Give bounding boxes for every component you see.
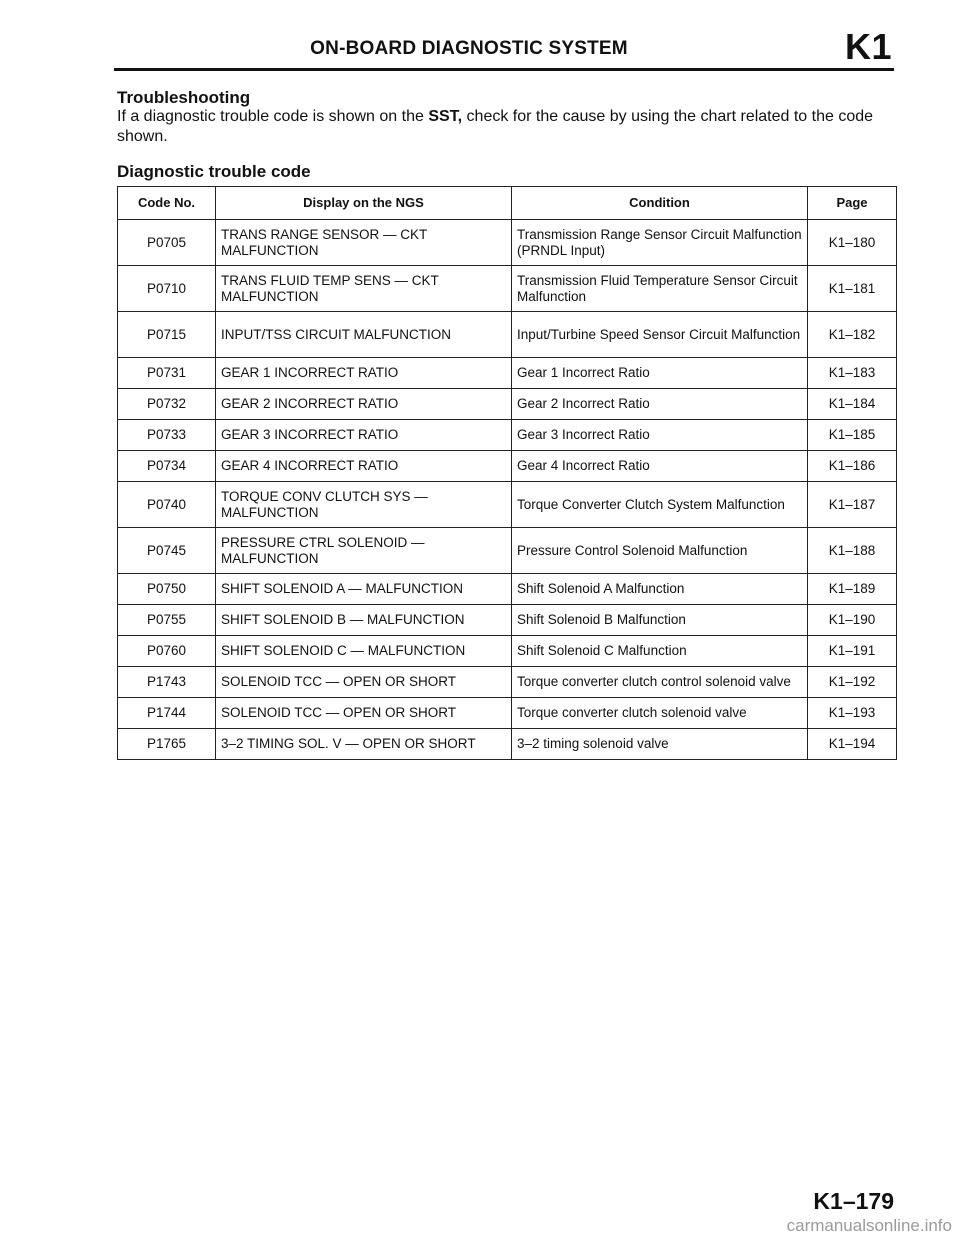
cell-condition: Gear 4 Incorrect Ratio <box>512 451 808 482</box>
cell-condition: Pressure Control Solenoid Malfunction <box>512 528 808 574</box>
cell-display: 3–2 TIMING SOL. V — OPEN OR SHORT <box>216 729 512 760</box>
cell-condition: Shift Solenoid B Malfunction <box>512 605 808 636</box>
table-row <box>118 574 897 605</box>
table-row <box>118 667 897 698</box>
cell-code: P0760 <box>118 636 216 667</box>
troubleshooting-heading: Troubleshooting <box>117 88 251 107</box>
cell-condition: Torque Converter Clutch System Malfunction <box>512 482 808 528</box>
cell-page: K1–185 <box>808 420 897 451</box>
cell-condition: 3–2 timing solenoid valve <box>512 729 808 760</box>
table-row <box>118 528 897 574</box>
cell-display: SOLENOID TCC — OPEN OR SHORT <box>216 667 512 698</box>
troubleshooting-text <box>117 107 897 147</box>
cell-display: TRANS RANGE SENSOR — CKT MALFUNCTION <box>216 220 512 266</box>
cell-page: K1–190 <box>808 605 897 636</box>
table-row <box>118 729 897 760</box>
table-row <box>118 605 897 636</box>
table-row <box>118 389 897 420</box>
cell-code: P0740 <box>118 482 216 528</box>
cell-code: P0732 <box>118 389 216 420</box>
cell-condition: Input/Turbine Speed Sensor Circuit Malfunction <box>512 312 808 358</box>
cell-display: GEAR 1 INCORRECT RATIO <box>216 358 512 389</box>
cell-page: K1–187 <box>808 482 897 528</box>
cell-page: K1–183 <box>808 358 897 389</box>
table-row <box>118 482 897 528</box>
cell-display: GEAR 3 INCORRECT RATIO <box>216 420 512 451</box>
cell-page: K1–193 <box>808 698 897 729</box>
cell-page: K1–184 <box>808 389 897 420</box>
cell-page: K1–189 <box>808 574 897 605</box>
table-header-row <box>118 187 897 220</box>
cell-display: SHIFT SOLENOID C — MALFUNCTION <box>216 636 512 667</box>
page-title: ON-BOARD DIAGNOSTIC SYSTEM <box>310 38 628 59</box>
cell-code: P0734 <box>118 451 216 482</box>
cell-code: P0750 <box>118 574 216 605</box>
intro-text-after: check for the cause by using the chart related to the code shown. <box>117 108 874 145</box>
cell-condition: Transmission Fluid Temperature Sensor Circuit Malfunction <box>512 266 808 312</box>
cell-code: P0755 <box>118 605 216 636</box>
cell-code: P1743 <box>118 667 216 698</box>
cell-page: K1–182 <box>808 312 897 358</box>
table-row <box>118 636 897 667</box>
cell-condition: Torque converter clutch control solenoid valve <box>512 667 808 698</box>
column-header-code: Code No. <box>118 187 216 220</box>
cell-page: K1–188 <box>808 528 897 574</box>
cell-display: SHIFT SOLENOID A — MALFUNCTION <box>216 574 512 605</box>
page-number: K1–179 <box>813 1188 894 1214</box>
cell-condition: Gear 1 Incorrect Ratio <box>512 358 808 389</box>
cell-condition: Transmission Range Sensor Circuit Malfunction (PRNDL Input) <box>512 220 808 266</box>
cell-code: P1744 <box>118 698 216 729</box>
cell-code: P0705 <box>118 220 216 266</box>
cell-condition: Shift Solenoid A Malfunction <box>512 574 808 605</box>
cell-code: P1765 <box>118 729 216 760</box>
cell-display: TORQUE CONV CLUTCH SYS — MALFUNCTION <box>216 482 512 528</box>
intro-text-before: If a diagnostic trouble code is shown on the <box>117 108 429 125</box>
cell-display: SOLENOID TCC — OPEN OR SHORT <box>216 698 512 729</box>
page-header <box>114 26 894 72</box>
section-code: K1 <box>844 26 892 67</box>
cell-display: TRANS FLUID TEMP SENS — CKT MALFUNCTION <box>216 266 512 312</box>
header-rule <box>114 68 894 71</box>
column-header-display: Display on the NGS <box>216 187 512 220</box>
cell-condition: Gear 3 Incorrect Ratio <box>512 420 808 451</box>
cell-code: P0733 <box>118 420 216 451</box>
watermark-text: carmanualsonline.info <box>786 1216 952 1235</box>
dtc-heading: Diagnostic trouble code <box>117 162 311 181</box>
cell-display: INPUT/TSS CIRCUIT MALFUNCTION <box>216 312 512 358</box>
cell-code: P0745 <box>118 528 216 574</box>
cell-display: SHIFT SOLENOID B — MALFUNCTION <box>216 605 512 636</box>
cell-code: P0731 <box>118 358 216 389</box>
table-row <box>118 220 897 266</box>
cell-condition: Torque converter clutch solenoid valve <box>512 698 808 729</box>
intro-text-bold: SST, <box>428 108 463 125</box>
table-row <box>118 698 897 729</box>
cell-condition: Shift Solenoid C Malfunction <box>512 636 808 667</box>
dtc-table <box>117 186 897 760</box>
table-row <box>118 358 897 389</box>
cell-page: K1–191 <box>808 636 897 667</box>
cell-page: K1–192 <box>808 667 897 698</box>
cell-display: PRESSURE CTRL SOLENOID — MALFUNCTION <box>216 528 512 574</box>
cell-page: K1–194 <box>808 729 897 760</box>
table-row <box>118 266 897 312</box>
table-row <box>118 451 897 482</box>
column-header-condition: Condition <box>512 187 808 220</box>
cell-page: K1–181 <box>808 266 897 312</box>
cell-code: P0710 <box>118 266 216 312</box>
cell-page: K1–180 <box>808 220 897 266</box>
cell-condition: Gear 2 Incorrect Ratio <box>512 389 808 420</box>
cell-code: P0715 <box>118 312 216 358</box>
cell-display: GEAR 2 INCORRECT RATIO <box>216 389 512 420</box>
table-row <box>118 312 897 358</box>
cell-display: GEAR 4 INCORRECT RATIO <box>216 451 512 482</box>
table-row <box>118 420 897 451</box>
column-header-page: Page <box>808 187 897 220</box>
cell-page: K1–186 <box>808 451 897 482</box>
